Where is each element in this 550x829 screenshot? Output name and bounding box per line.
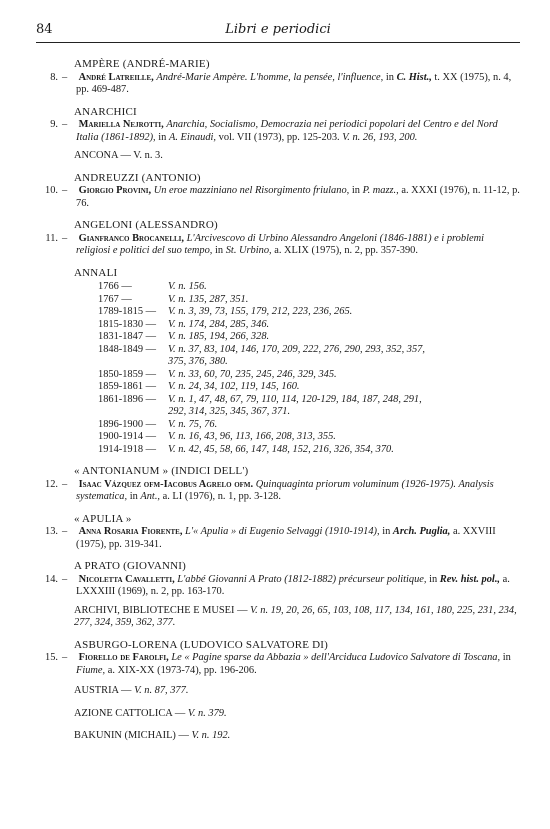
- entry-author: Isaac Vázquez ofm-Iacobus Agrelo ofm.: [78, 478, 254, 490]
- cross-reference: ANCONA — V. n. 3.: [74, 150, 163, 161]
- annali-year: 1850-1859 —: [98, 368, 157, 380]
- bib-entry: 11. – Gianfranco Brocanelli, L'Arcivescovo di Urbino Alessandro Angeloni (1846-1881) e i problemi religiosi e politici del suo tempo, in St. Urbino, a. XLIX (1975), n. 2, pp. 357-390.: [36, 233, 520, 258]
- entry-number: 11.: [45, 232, 58, 244]
- bib-entry: 14. – Nicoletta Cavalletti, L'abbé Giovanni A Prato (1812-1882) précurseur politique, in Rev. hist. pol., a. LXXXIII (1969), n. 2, pp. 163-170.: [36, 574, 520, 599]
- entry-details: a. XXVIII (1975), pp. 319-341.: [76, 526, 496, 550]
- entry-journal: C. Hist.,: [396, 71, 432, 83]
- cross-reference: [74, 685, 520, 698]
- annali-year: 1896-1900 —: [98, 418, 157, 430]
- cross-reference-label: AZIONE CATTOLICA —: [74, 707, 186, 719]
- cross-reference: [74, 708, 520, 721]
- entry-title: Un eroe mazziniano nel Risorgimento friulano,: [153, 185, 350, 196]
- page-number: 84: [36, 22, 53, 37]
- annali-refs: V. n. 42, 45, 58, 66, 147, 148, 152, 216, 326, 354, 370.: [168, 443, 394, 455]
- entry-author: Giorgio Provini,: [78, 185, 152, 196]
- annali-row: [98, 381, 520, 394]
- cross-reference: [74, 730, 520, 743]
- annali-list: [98, 281, 520, 456]
- annali-refs: V. n. 24, 34, 102, 119, 145, 160.: [168, 381, 300, 392]
- annali-year: 1831-1847 —: [98, 331, 157, 342]
- bib-entry: 12. – Isaac Vázquez ofm-Iacobus Agrelo ofm. Quinquaginta priorum voluminum (1926-1975). Analysis systematica, in Ant., a. LI (1976), n. 1, pp. 3-128.: [36, 479, 520, 504]
- annali-refs: V. n. 75, 76.: [168, 418, 218, 430]
- entry-in: in: [429, 573, 438, 585]
- entry-author: Fiorello de Farolfi,: [78, 652, 169, 663]
- annali-refs: V. n. 33, 60, 70, 235, 245, 246, 329, 345.: [168, 368, 337, 380]
- annali-year: 1861-1896 —: [98, 393, 157, 405]
- annali-row-continuation: [98, 356, 520, 369]
- entry-title: Anarchia, Socialismo, Democrazia nei periodici popolari del Centro e del Nord Italia (1861-1892),: [76, 119, 498, 143]
- entry-title: L'« Apulia » di Eugenio Selvaggi (1910-1914),: [185, 526, 380, 537]
- entry-in: in: [215, 245, 224, 256]
- annali-refs: V. n. 16, 43, 96, 113, 166, 208, 313, 355.: [168, 431, 336, 442]
- annali-row: [98, 419, 520, 432]
- entry-see-also: V. n. 26, 193, 200.: [342, 131, 418, 143]
- annali-row: [98, 306, 520, 319]
- annali-row: [98, 369, 520, 382]
- annali-year: 1859-1861 —: [98, 381, 157, 392]
- annali-row: [98, 319, 520, 332]
- entry-in: in: [382, 526, 391, 537]
- cross-reference-refs-cont: 161, 180, 225, 231, 234, 277, 324, 359, 362, 377.: [74, 604, 517, 628]
- annali-row-continuation: [98, 406, 520, 419]
- annali-refs: V. n. 156.: [168, 281, 207, 292]
- entry-details: vol. VII (1973), pp. 125-203.: [218, 131, 340, 143]
- annali-year: 1766 —: [98, 281, 132, 292]
- annali-year: 1789-1815 —: [98, 306, 157, 317]
- entry-in: in: [502, 652, 511, 663]
- cross-reference-refs: V. n. 19, 20, 26, 65, 103, 108, 117, 134,: [250, 604, 413, 616]
- section-heading: A PRATO (GIOVANNI): [74, 560, 186, 572]
- entry-author: André Latreille,: [78, 71, 154, 83]
- entry-title: Le « Pagine sparse da Abbazia » dell'Arciduca Ludovico Salvatore di Toscana,: [171, 652, 501, 663]
- annali-refs: V. n. 185, 194, 266, 328.: [168, 331, 270, 342]
- cross-reference-refs: V. n. 192.: [191, 730, 231, 741]
- entry-journal: Rev. hist. pol.,: [439, 573, 501, 585]
- annali-year: 1848-1849 —: [98, 343, 157, 355]
- entry-title: L'Arcivescovo di Urbino Alessandro Angeloni (1846-1881) e i problemi religiosi e politici del suo tempo,: [76, 232, 484, 256]
- cross-reference-label: BAKUNIN (MICHAIL) —: [74, 730, 189, 741]
- cross-reference-refs: V. n. 379.: [187, 707, 227, 719]
- entry-in: in: [158, 131, 167, 143]
- entry-details: a. XIX-XX (1973-74), pp. 196-206.: [107, 664, 257, 676]
- entry-journal: P. mazz.,: [362, 185, 399, 196]
- entry-number: 14.: [45, 573, 58, 585]
- entry-details: a. LXXXIII (1969), n. 2, pp. 163-170.: [76, 573, 510, 597]
- entry-author: Nicoletta Cavalletti,: [78, 573, 175, 585]
- section-heading: ANDREUZZI (ANTONIO): [74, 171, 201, 184]
- bib-entry: 10. – Giorgio Provini, Un eroe mazziniano nel Risorgimento friulano, in P. mazz., a. XXXI (1976), n. 11-12, p. 76.: [36, 185, 520, 210]
- running-title: Libri e periodici: [225, 22, 331, 37]
- entry-journal: Fiume,: [76, 664, 106, 676]
- bib-entry: 15. – Fiorello de Farolfi, Le « Pagine sparse da Abbazia » dell'Arciduca Ludovico Salvatore di Toscana, in Fiume, a. XIX-XX (1973-74), pp. 196-206.: [36, 652, 520, 677]
- bib-entry: 9. – Mariella Nejrotti, Anarchia, Socialismo, Democrazia nei periodici popolari del Centro e del Nord Italia (1861-1892), in A. Einaudi, vol. VII (1973), pp. 125-203. V. n. 26, 193, 200.: [36, 119, 520, 144]
- bib-entry: 13. – Anna Rosaria Fiorente, L'« Apulia » di Eugenio Selvaggi (1910-1914), in Arch. Puglia, a. XXVIII (1975), pp. 319-341.: [36, 526, 520, 551]
- entry-number: 9.: [50, 119, 58, 130]
- entry-journal: A. Einaudi,: [168, 131, 217, 143]
- annali-row: [98, 294, 520, 307]
- section-heading: « APULIA »: [74, 512, 132, 525]
- entry-in: in: [129, 491, 138, 502]
- entry-title: L'abbé Giovanni A Prato (1812-1882) précurseur politique,: [177, 573, 427, 585]
- entry-number: 15.: [45, 652, 58, 663]
- annali-refs: V. n. 1, 47, 48, 67, 79, 110, 114, 120-129, 184, 187, 248, 291,: [168, 393, 422, 405]
- entry-details: t. XX (1975), n. 4, pp. 469-487.: [76, 71, 512, 95]
- annali-row: [98, 394, 520, 407]
- section-heading: ANNALI: [74, 266, 118, 279]
- section-heading: « ANTONIANUM » (INDICI DELL'): [74, 465, 249, 477]
- bibliography-body: [36, 58, 520, 743]
- entry-number: 12.: [45, 478, 58, 490]
- annali-row: [98, 281, 520, 294]
- cross-reference-label: ARCHIVI, BIBLIOTECHE E MUSEI —: [74, 604, 248, 616]
- section-heading: AMPÈRE (ANDRÉ-MARIE): [74, 58, 210, 70]
- annali-year: 1815-1830 —: [98, 318, 157, 330]
- entry-number: 13.: [45, 526, 58, 537]
- section-heading: ASBURGO-LORENA (LUDOVICO SALVATORE DI): [74, 638, 328, 651]
- entry-details: a. LI (1976), n. 1, pp. 3-128.: [162, 491, 281, 502]
- entry-journal: St. Urbino,: [225, 245, 272, 256]
- entry-journal: Ant.,: [140, 491, 161, 502]
- entry-title: André-Marie Ampère. L'homme, la pensée, l'influence,: [156, 71, 384, 83]
- annali-year: 1767 —: [98, 293, 132, 305]
- annali-year: 1914-1918 —: [98, 443, 157, 455]
- entry-author: Anna Rosaria Fiorente,: [78, 526, 183, 537]
- annali-refs: V. n. 135, 287, 351.: [168, 293, 249, 305]
- entry-title: Quinquaginta priorum voluminum (1926-1975). Analysis systematica,: [76, 478, 494, 502]
- entry-author: Mariella Nejrotti,: [78, 119, 164, 130]
- entry-details: a. XXXI (1976), n. 11-12, p. 76.: [76, 185, 520, 209]
- entry-in: in: [351, 185, 360, 196]
- entry-number: 8.: [50, 71, 58, 83]
- bib-entry: 8. – André Latreille, André-Marie Ampère. L'homme, la pensée, l'influence, in C. Hist., t. XX (1975), n. 4, pp. 469-487.: [36, 72, 520, 97]
- annali-row: [98, 331, 520, 344]
- cross-reference-refs: V. n. 87, 377.: [134, 685, 189, 696]
- annali-refs-cont: 292, 314, 325, 345, 367, 371.: [168, 406, 291, 417]
- entry-in: in: [385, 71, 394, 83]
- annali-refs: V. n. 37, 83, 104, 146, 170, 209, 222, 276, 290, 293, 352, 357,: [168, 343, 425, 355]
- annali-row: [98, 344, 520, 357]
- page-header: [36, 20, 520, 43]
- cross-reference: [74, 605, 520, 630]
- entry-details: a. XLIX (1975), n. 2, pp. 357-390.: [274, 245, 418, 256]
- entry-number: 10.: [45, 185, 58, 196]
- annali-row: [98, 444, 520, 457]
- section-heading: ANGELONI (ALESSANDRO): [74, 219, 218, 231]
- entry-journal: Arch. Puglia,: [392, 526, 451, 537]
- annali-refs: V. n. 3, 39, 73, 155, 179, 212, 223, 236, 265.: [168, 306, 353, 317]
- annali-row: [98, 431, 520, 444]
- entry-author: Gianfranco Brocanelli,: [78, 232, 184, 244]
- cross-reference-label: AUSTRIA —: [74, 685, 132, 696]
- section-heading: ANARCHICI: [74, 105, 137, 118]
- annali-year: 1900-1914 —: [98, 431, 157, 442]
- annali-refs: V. n. 174, 284, 285, 346.: [168, 318, 270, 330]
- annali-refs-cont: 375, 376, 380.: [168, 356, 228, 367]
